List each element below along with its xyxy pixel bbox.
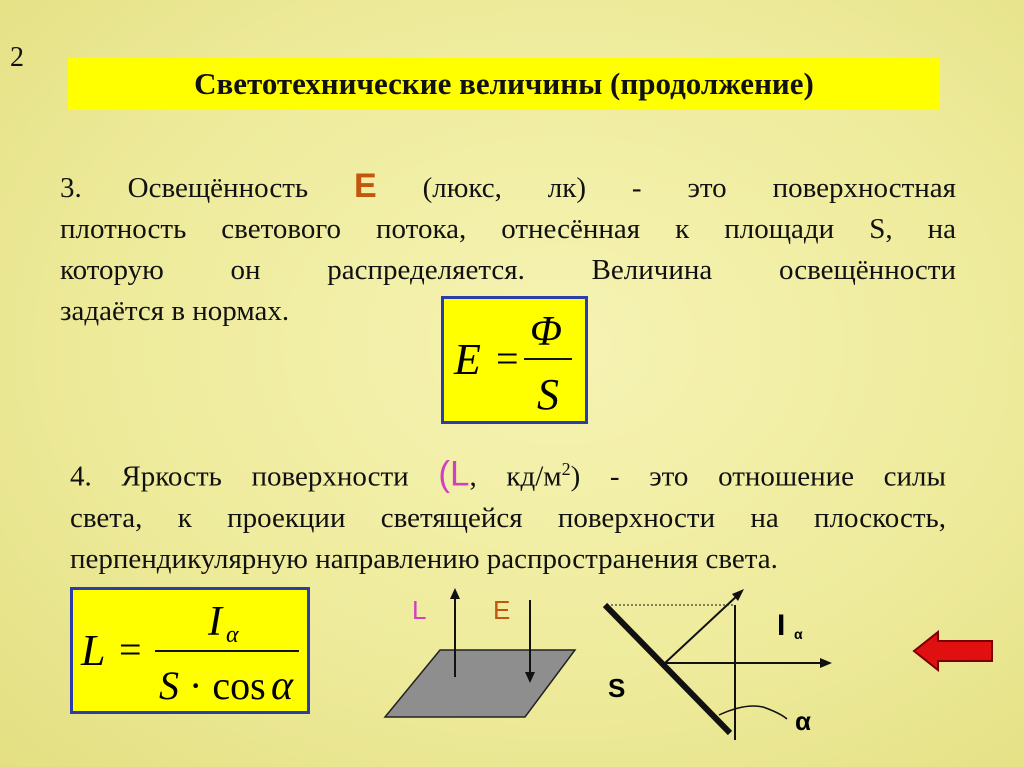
formula-1-denominator: S [537, 370, 559, 419]
label-i: I [777, 609, 786, 642]
section-3-line-3: которую он распределяется. Величина освещённости [60, 254, 956, 286]
formula-2-lhs: L [81, 626, 106, 675]
section-4-line-1-rest: ) - это отношение силы [570, 460, 946, 493]
formula-2-eq: = [119, 627, 142, 672]
slide-title-text: Светотехнические величины (продолжение) [194, 66, 814, 101]
inclined-surface [605, 605, 730, 733]
section-3-line-4: задаётся в нормах. [60, 295, 290, 327]
illuminance-symbol: Е [354, 167, 377, 205]
luminance-unit: , кд/м [469, 460, 562, 493]
section-3-prefix: 3. Освещённость [60, 172, 309, 204]
luminance-arrow-head [450, 588, 460, 599]
luminance-formula [70, 587, 310, 714]
section-3-line-1-rest: (люкс, лк) - это поверхностная [422, 172, 957, 204]
luminance-unit-sup: 2 [561, 459, 571, 479]
section-4-line-3: перпендикулярную направлению распространения света. [70, 542, 778, 575]
label-l: L [412, 595, 427, 625]
luminance-paren: ( [438, 454, 450, 494]
back-arrow-shape[interactable] [914, 632, 992, 670]
intensity-arrow-head [820, 658, 832, 668]
label-e: E [493, 595, 511, 625]
projection-diagram [595, 585, 835, 745]
section-3-line-2: плотность светового потока, отнесённая к площади S, на [60, 213, 956, 245]
formula-2-numerator-sub: α [226, 622, 239, 648]
surface-plane [385, 650, 575, 717]
formula-2-denominator: S · cos [159, 663, 266, 708]
luminance-symbol: L [450, 454, 470, 494]
back-arrow-icon[interactable] [912, 630, 996, 672]
label-i-sub: α [794, 626, 803, 642]
surface-diagram [380, 585, 580, 725]
section-4-line-2: света, к проекции светящейся поверхности на плоскость, [70, 501, 946, 534]
section-4-line-1 [70, 449, 946, 498]
formula-2-denominator-alpha: α [271, 663, 294, 709]
section-3-line-1 [60, 166, 956, 209]
formula-1-numerator: Φ [530, 309, 562, 355]
section-4-prefix: 4. Яркость поверхности [70, 460, 409, 493]
formula-1-lhs: E [454, 335, 481, 384]
label-s: S [608, 673, 626, 703]
section-4-text [70, 449, 946, 580]
illuminance-formula [441, 296, 588, 424]
formula-1-eq: = [496, 336, 519, 381]
normal-vector [665, 594, 739, 663]
slide-number: 2 [10, 42, 24, 73]
label-alpha: α [795, 706, 811, 736]
slide-title [68, 58, 940, 110]
formula-2-numerator: I [208, 599, 222, 645]
angle-arc [719, 706, 787, 719]
